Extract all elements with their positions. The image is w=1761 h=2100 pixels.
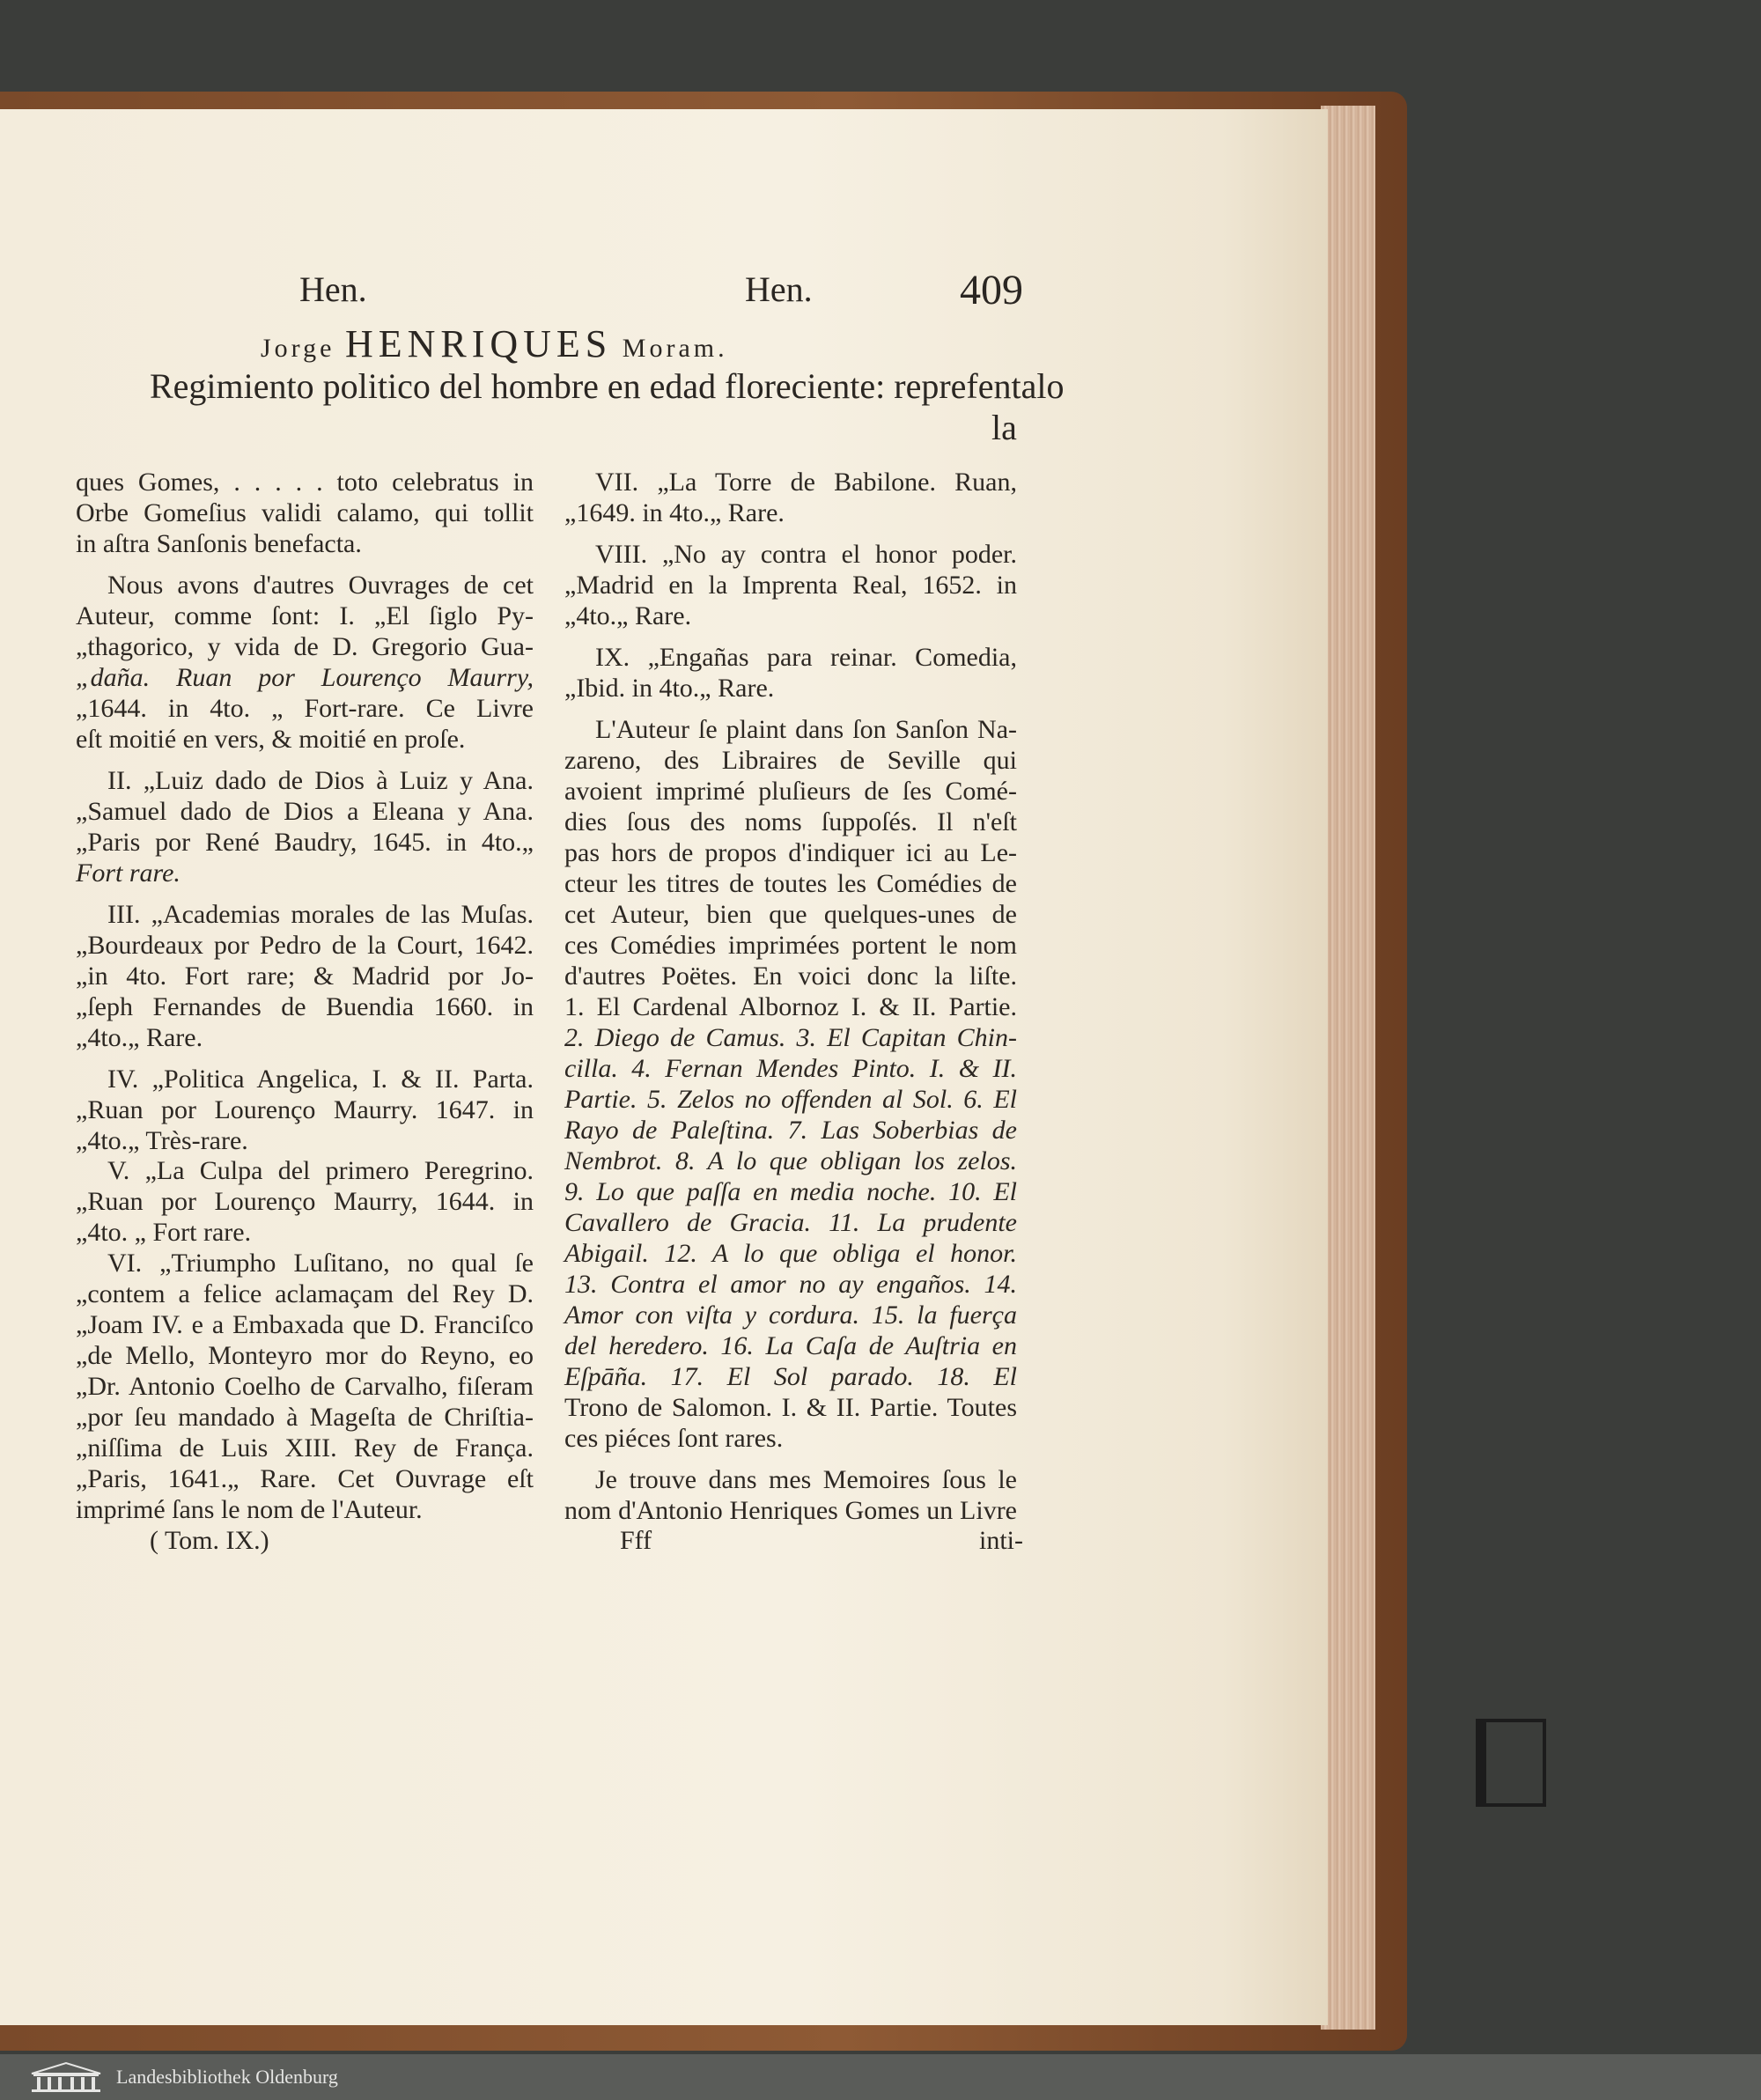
right-line-24: Cavallero de Gracia. 11. La prudente xyxy=(564,1208,1017,1237)
left-line-7: „daña. Ruan por Lourenço Maurry, xyxy=(76,663,534,692)
left-line-2: Orbe Gomeſius validi calamo, qui tollit xyxy=(76,498,534,527)
left-line-26: „contem a felice aclamaçam del Rey D. xyxy=(76,1279,534,1308)
left-line-11: „Samuel dado de Dios a Eleana y Ana. xyxy=(76,797,534,826)
left-line-27: „Joam IV. e a Embaxada que D. Franciſco xyxy=(76,1310,534,1339)
right-line-23: 9. Lo que paſſa en media noche. 10. El xyxy=(564,1177,1017,1206)
left-line-14: III. „Academias morales de las Muſas. xyxy=(107,900,534,929)
left-line-23: „Ruan por Lourenço Maurry, 1644. in xyxy=(76,1187,534,1216)
running-head-center: Hen. xyxy=(745,269,813,309)
right-line-7: „Ibid. in 4to.„ Rare. xyxy=(564,674,775,703)
author-first-name: Jorge xyxy=(261,334,335,363)
left-line-16: „in 4to. Fort rare; & Madrid por Jo- xyxy=(76,962,534,991)
left-line-31: „niſſima de Luis XIII. Rey de França. xyxy=(76,1433,534,1463)
right-line-12: pas hors de propos d'indiquer ici au Le- xyxy=(564,838,1017,867)
right-line-3: VIII. „No ay contra el honor poder. xyxy=(595,540,1017,569)
author-last-name: Moram. xyxy=(622,334,728,363)
right-line-32: Je trouve dans mes Memoires ſous le xyxy=(595,1465,1017,1494)
page-number: 409 xyxy=(960,267,1023,313)
right-line-16: d'autres Poëtes. En voici donc la liſte. xyxy=(564,962,1017,991)
entry-title-line-2: la xyxy=(991,408,1017,447)
left-line-6: „thagorico, y vida de D. Gregorio Gua- xyxy=(76,632,534,661)
page-edges xyxy=(1321,106,1375,2030)
right-line-2: „1649. in 4to.„ Rare. xyxy=(564,498,785,527)
right-line-4: „Madrid en la Imprenta Real, 1652. in xyxy=(564,571,1017,600)
right-line-28: del heredero. 16. La Caſa de Auſtria en xyxy=(564,1331,1017,1360)
left-line-13: Fort rare. xyxy=(76,858,181,888)
author-surname: HENRIQUES xyxy=(344,322,613,365)
left-line-5: Auteur, comme ſont: I. „El ſiglo Py- xyxy=(76,601,534,630)
left-line-20: „Ruan por Lourenço Maurry. 1647. in xyxy=(76,1095,534,1124)
footer-bar xyxy=(0,2054,1761,2100)
left-line-8: „1644. in 4to. „ Fort-rare. Ce Livre xyxy=(76,694,534,723)
left-line-30: „por ſeu mandado à Mageſta de Chriſtia- xyxy=(76,1403,534,1432)
right-line-6: IX. „Engañas para reinar. Comedia, xyxy=(595,643,1017,672)
right-line-25: Abigail. 12. A lo que obliga el honor. xyxy=(564,1239,1017,1268)
right-line-11: dies ſous des noms ſuppoſés. Il n'eſt xyxy=(564,807,1017,836)
right-line-27: Amor con viſta y cordura. 15. la fuerça xyxy=(564,1301,1017,1330)
right-line-18: 2. Diego de Camus. 3. El Capitan Chin- xyxy=(564,1023,1017,1052)
right-line-10: avoient imprimé pluſieurs de ſes Comé- xyxy=(564,777,1017,806)
left-line-32: „Paris, 1641.„ Rare. Cet Ouvrage eſt xyxy=(76,1464,534,1493)
right-line-22: Nembrot. 8. A lo que obligan los zelos. xyxy=(564,1146,1017,1175)
left-line-33: imprimé ſans le nom de l'Auteur. xyxy=(76,1495,423,1524)
right-line-21: Rayo de Paleſtina. 7. Las Soberbias de xyxy=(564,1116,1017,1145)
right-line-19: cilla. 4. Fernan Mendes Pinto. I. & II. xyxy=(564,1054,1017,1083)
left-line-29: „Dr. Antonio Coelho de Carvalho, fiſeram xyxy=(76,1372,534,1401)
right-line-15: ces Comédies imprimées portent le nom xyxy=(564,931,1017,960)
right-line-17: 1. El Cardenal Albornoz I. & II. Partie. xyxy=(564,992,1017,1021)
right-line-1: VII. „La Torre de Babilone. Ruan, xyxy=(595,468,1017,497)
left-line-24: „4to. „ Fort rare. xyxy=(76,1218,252,1247)
right-line-20: Partie. 5. Zelos no offenden al Sol. 6. El xyxy=(564,1085,1017,1114)
signature-mark: ( Tom. IX.) xyxy=(150,1526,269,1555)
left-line-10: II. „Luiz dado de Dios à Luiz y Ana. xyxy=(107,766,534,795)
left-line-18: „4to.„ Rare. xyxy=(76,1023,203,1052)
right-line-9: zareno, des Libraires de Seville qui xyxy=(564,746,1017,775)
left-line-28: „de Mello, Monteyro mor do Reyno, eo xyxy=(76,1341,534,1370)
right-line-30: Trono de Salomon. I. & II. Partie. Toutes xyxy=(564,1393,1017,1422)
right-line-26: 13. Contra el amor no ay engaños. 14. xyxy=(564,1270,1017,1299)
signature-fff: Fff xyxy=(620,1526,652,1555)
right-line-29: Eſpāña. 17. El Sol parado. 18. El xyxy=(564,1362,1017,1391)
left-line-4: Nous avons d'autres Ouvrages de cet xyxy=(107,571,534,600)
right-line-33: nom d'Antonio Henriques Gomes un Livre xyxy=(564,1496,1017,1525)
running-head-left: Hen. xyxy=(299,269,367,309)
left-line-21: „4to.„ Très-rare. xyxy=(76,1126,248,1155)
entry-author xyxy=(261,321,836,366)
left-line-12: „Paris por René Baudry, 1645. in 4to.„ xyxy=(76,828,534,857)
right-line-31: ces piéces ſont rares. xyxy=(564,1424,784,1453)
left-line-3: in aſtra Sanſonis benefacta. xyxy=(76,529,362,558)
left-line-17: „ſeph Fernandes de Buendia 1660. in xyxy=(76,992,534,1021)
library-building-icon xyxy=(28,2061,104,2093)
library-name: Landesbibliothek Oldenburg xyxy=(116,2066,338,2088)
left-line-9: eſt moitié en vers, & moitié en proſe. xyxy=(76,725,466,754)
right-line-5: „4to.„ Rare. xyxy=(564,601,692,630)
right-line-8: L'Auteur ſe plaint dans ſon Sanſon Na- xyxy=(595,715,1017,744)
catchword: inti- xyxy=(979,1526,1023,1555)
left-line-19: IV. „Politica Angelica, I. & II. Parta. xyxy=(107,1065,534,1094)
right-line-13: cteur les titres de toutes les Comédies de xyxy=(564,869,1017,898)
right-line-14: cet Auteur, bien que quelques-unes de xyxy=(564,900,1017,929)
left-line-22: V. „La Culpa del primero Peregrino. xyxy=(107,1156,534,1185)
entry-title-line-1: Regimiento politico del hombre en edad floreciente: reprefentalo xyxy=(150,366,1065,406)
binding-mark xyxy=(1476,1719,1546,1807)
left-line-15: „Bourdeaux por Pedro de la Court, 1642. xyxy=(76,931,534,960)
left-line-25: VI. „Triumpho Luſitano, no qual ſe xyxy=(107,1249,534,1278)
left-line-1: ques Gomes, . . . . . toto celebratus in xyxy=(76,468,534,497)
